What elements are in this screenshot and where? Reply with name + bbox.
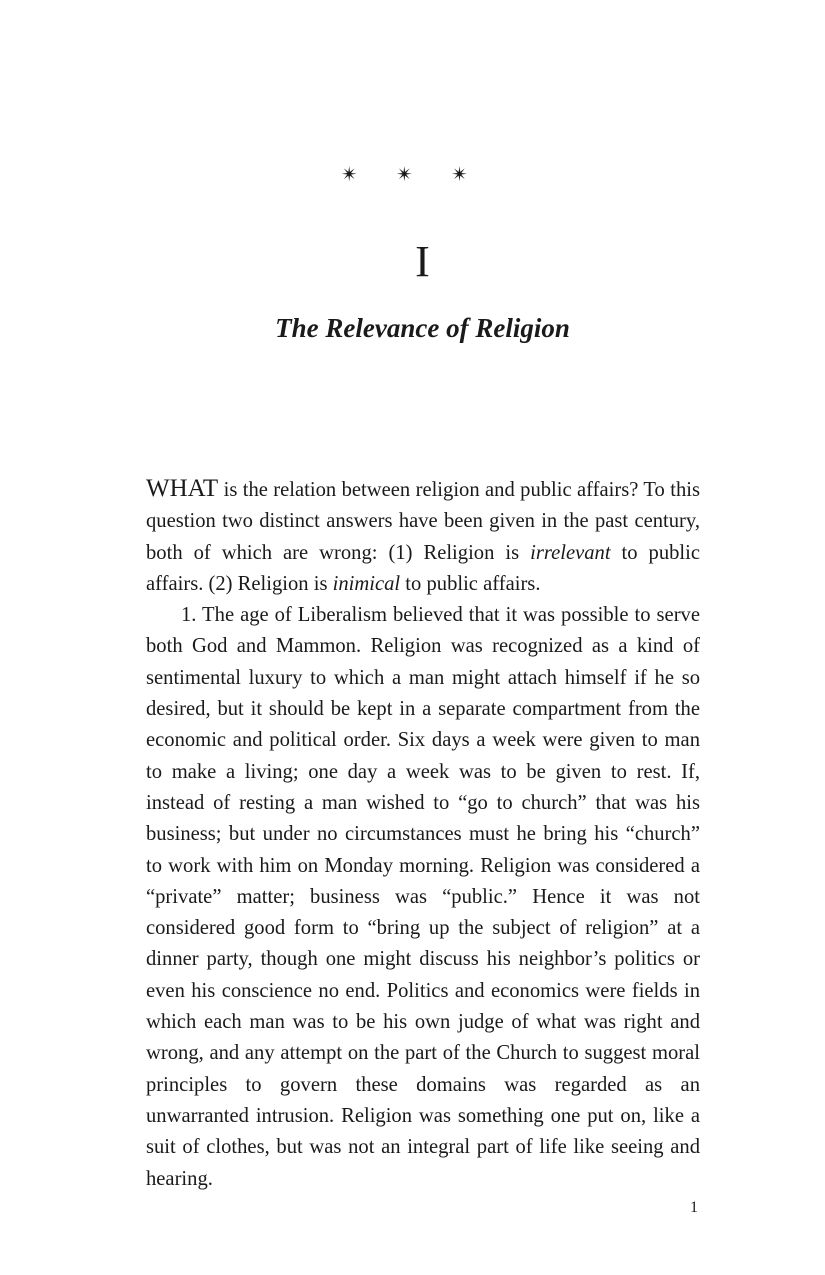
opening-paragraph — [146, 473, 700, 600]
chapter-number: I — [415, 237, 430, 286]
chapter-body — [146, 473, 700, 1195]
page-number: 1 — [690, 1199, 698, 1216]
section-ornament: ✴ ✴ ✴ — [341, 162, 484, 186]
paragraph-liberalism: 1. The age of Liberalism believed that it was possible to serve both God and Mammon. Religion was recognized as a kind of sentimental luxury to which a man might attach himself if he so desired, but it should be kept in a separate compartment from the economic and political order. Six days a week were given to man to make a living; one day a week was to be given to rest. If, instead of resting a man wished to “go to church” that was his business; but under no circumstances must he bring his “church” to work with him on Monday morning. Religion was considered a “private” matter; business was “public.” Hence it was not considered good form to “bring up the subject of religion” at a dinner party, though one might discuss his neighbor’s politics or even his conscience no end. Politics and economics were fields in which each man was to be his own judge of what was right and wrong, and any attempt on the part of the Church to suggest moral principles to govern these domains was regarded as an unwarranted intrusion. Religion was something one put on, like a suit of clothes, but was not an integral part of life like seeing and hearing. — [146, 604, 700, 1190]
emphasis-inimical: inimical — [332, 572, 401, 595]
opening-text-part-3: to public affairs. — [400, 572, 541, 595]
opening-text-part-2: to public affairs. (2) Religion is — [146, 541, 700, 595]
chapter-title: The Relevance of Religion — [275, 313, 570, 343]
opening-text-part-1: is the relation between religion and public affairs? To this question two distinct answers have been given in the past century, both of which are wrong: (1) Religion is — [146, 479, 700, 564]
lead-word: WHAT — [146, 475, 219, 502]
emphasis-irrelevant: irrelevant — [530, 541, 611, 564]
